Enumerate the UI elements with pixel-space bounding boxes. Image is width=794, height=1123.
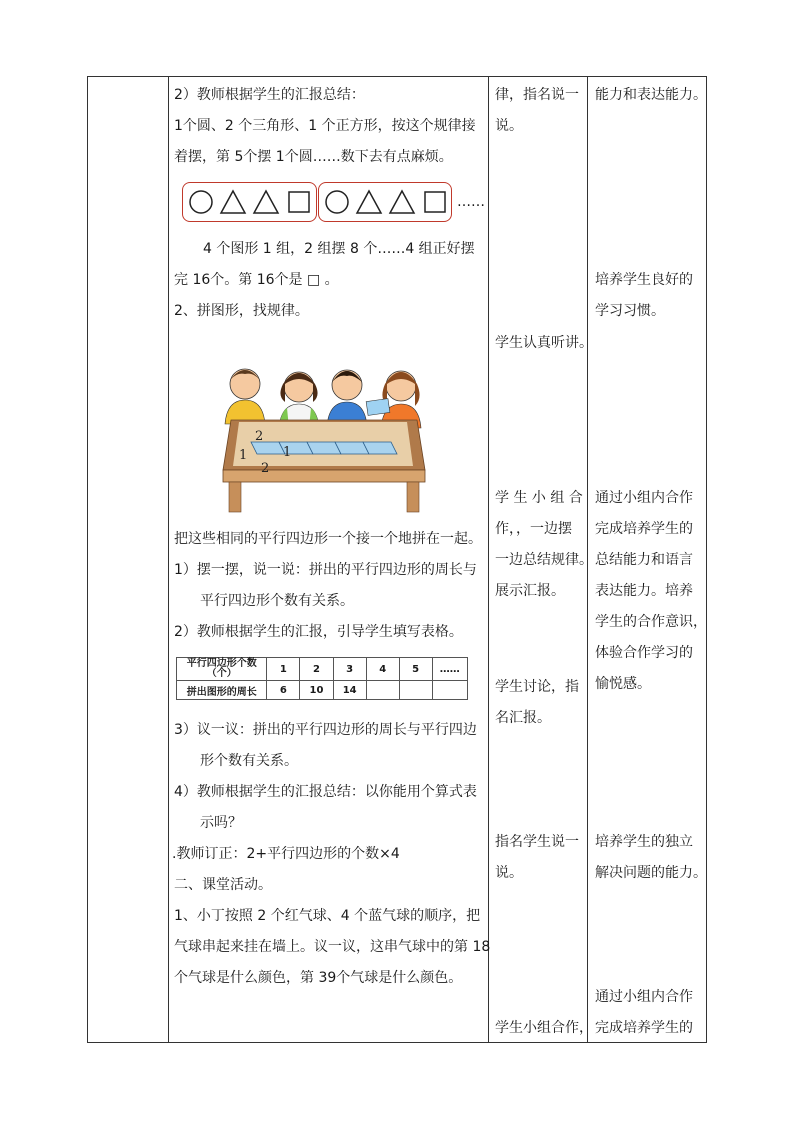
- intent-note: 表达能力。培养: [595, 583, 693, 599]
- correction-line: .教师订正：2+平行四边形的个数×4: [172, 846, 400, 862]
- child-figure: [225, 369, 265, 424]
- intent-note: 培养学生的独立: [595, 834, 693, 850]
- teacher-activity-column: [169, 77, 491, 1042]
- activity-line: 个气球是什么颜色，第 39个气球是什么颜色。: [174, 970, 463, 986]
- summary-line: 1个圆、2 个三角形、1 个正方形，按这个规律接: [174, 118, 476, 134]
- shape-group-2: [318, 182, 452, 222]
- intent-note: 能力和表达能力。: [595, 87, 707, 103]
- student-note: 名汇报。: [495, 710, 551, 726]
- circle-shape: [190, 191, 212, 213]
- illustration-svg: [217, 362, 432, 514]
- table-front: [223, 470, 425, 482]
- lesson-plan-table: [87, 76, 707, 1043]
- section-title: 二、课堂活动。: [174, 877, 272, 893]
- table-cell: 5: [399, 658, 432, 681]
- student-note: 学生讨论，指: [495, 679, 579, 695]
- student-note: 学 生 小 组 合: [495, 490, 583, 506]
- table-cell: 1: [267, 658, 300, 681]
- activity-line: 气球串起来挂在墙上。议一议，这串气球中的第 18: [174, 939, 491, 955]
- student-activity-column: [489, 77, 593, 1042]
- intent-note: 培养学生良好的: [595, 272, 693, 288]
- table-leg: [407, 482, 419, 512]
- intent-note: 总结能力和语言: [595, 552, 693, 568]
- student-note: 展示汇报。: [495, 583, 565, 599]
- section-title: 2、拼图形，找规律。: [174, 303, 309, 319]
- triangle-shape: [254, 191, 278, 213]
- intent-note: 愉悦感。: [595, 676, 651, 692]
- triangle-shape: [221, 191, 245, 213]
- step-line: 2）教师根据学生的汇报，引导学生填写表格。: [174, 624, 463, 640]
- step-line: 4）教师根据学生的汇报总结：以你能用个算式表: [174, 784, 477, 800]
- table-row: [177, 681, 468, 700]
- table-cell: [399, 681, 432, 700]
- children-table-illustration: [217, 362, 432, 514]
- table-cell: [366, 681, 399, 700]
- intent-note: 学习习惯。: [595, 303, 665, 319]
- table-cell: 2: [300, 658, 333, 681]
- summary-line: 着摆，第 5个摆 1个圆……数下去有点麻烦。: [174, 149, 453, 165]
- intent-note: 完成培养学生的: [595, 1020, 693, 1036]
- student-note: 说。: [495, 118, 523, 134]
- square-shape: [289, 192, 309, 212]
- student-note: 学生小组合作，: [495, 1020, 593, 1036]
- student-note: 作，，一边摆: [495, 521, 572, 537]
- student-note: 一边总结规律。: [495, 552, 593, 568]
- intent-note: 完成培养学生的: [595, 521, 693, 537]
- intent-note: 通过小组内合作: [595, 490, 693, 506]
- table-cell: 4: [366, 658, 399, 681]
- table-cell: 3: [333, 658, 366, 681]
- circle-shape: [326, 191, 348, 213]
- triangle-shape: [357, 191, 381, 213]
- perimeter-table: [176, 657, 468, 700]
- intent-note: 学生的合作意识，: [595, 614, 707, 630]
- child-figure: [327, 370, 367, 426]
- side-label: 1: [283, 445, 292, 460]
- triangle-shape: [390, 191, 414, 213]
- table-cell: ……: [432, 658, 467, 681]
- shape-sequence-2: [319, 183, 450, 220]
- table-leg: [229, 482, 241, 512]
- side-label: 2: [255, 429, 264, 444]
- step-line: 1）摆一摆，说一说：拼出的平行四边形的周长与: [174, 562, 477, 578]
- step-line: 平行四边形个数有关系。: [200, 593, 354, 609]
- intro-sentence: 把这些相同的平行四边形一个接一个地拼在一起。: [174, 531, 482, 547]
- step-line: 示吗？: [200, 815, 242, 831]
- table-cell: [432, 681, 467, 700]
- table-row-header: 拼出图形的周长: [177, 681, 267, 700]
- table-cell: 14: [333, 681, 366, 700]
- sequence-ellipsis: ……: [457, 194, 485, 210]
- intent-note: 体验合作学习的: [595, 645, 693, 661]
- summary-heading: 2）教师根据学生的汇报总结：: [174, 87, 365, 103]
- student-note: 指名学生说一: [495, 834, 579, 850]
- table-cell: 10: [300, 681, 333, 700]
- square-shape: [425, 192, 445, 212]
- shape-sequence-1: [183, 183, 315, 220]
- step-line: 形个数有关系。: [200, 753, 298, 769]
- intent-note: 通过小组内合作: [595, 989, 693, 1005]
- design-intent-column: [588, 77, 706, 1042]
- table-row: [177, 658, 468, 681]
- activity-line: 1、小丁按照 2 个红气球、4 个蓝气球的顺序，把: [174, 908, 481, 924]
- parallelogram-strip: [251, 442, 397, 454]
- group-line: 完 16个。第 16个是 □ 。: [174, 272, 339, 288]
- step-line: 3）议一议：拼出的平行四边形的周长与平行四边: [174, 722, 477, 738]
- intent-note: 解决问题的能力。: [595, 865, 707, 881]
- child-figure: [366, 371, 421, 428]
- student-note: 律，指名说一: [495, 87, 579, 103]
- table-row-header: 平行四边形个数（个）: [177, 658, 267, 681]
- table-cell: 6: [267, 681, 300, 700]
- student-note: 说。: [495, 865, 523, 881]
- shape-group-1: [182, 182, 317, 222]
- side-label: 2: [261, 461, 270, 476]
- student-note: 学生认真听讲。: [495, 335, 593, 351]
- side-label: 1: [239, 448, 248, 463]
- group-line: 4 个图形 1 组，2 组摆 8 个……4 组正好摆: [203, 241, 475, 257]
